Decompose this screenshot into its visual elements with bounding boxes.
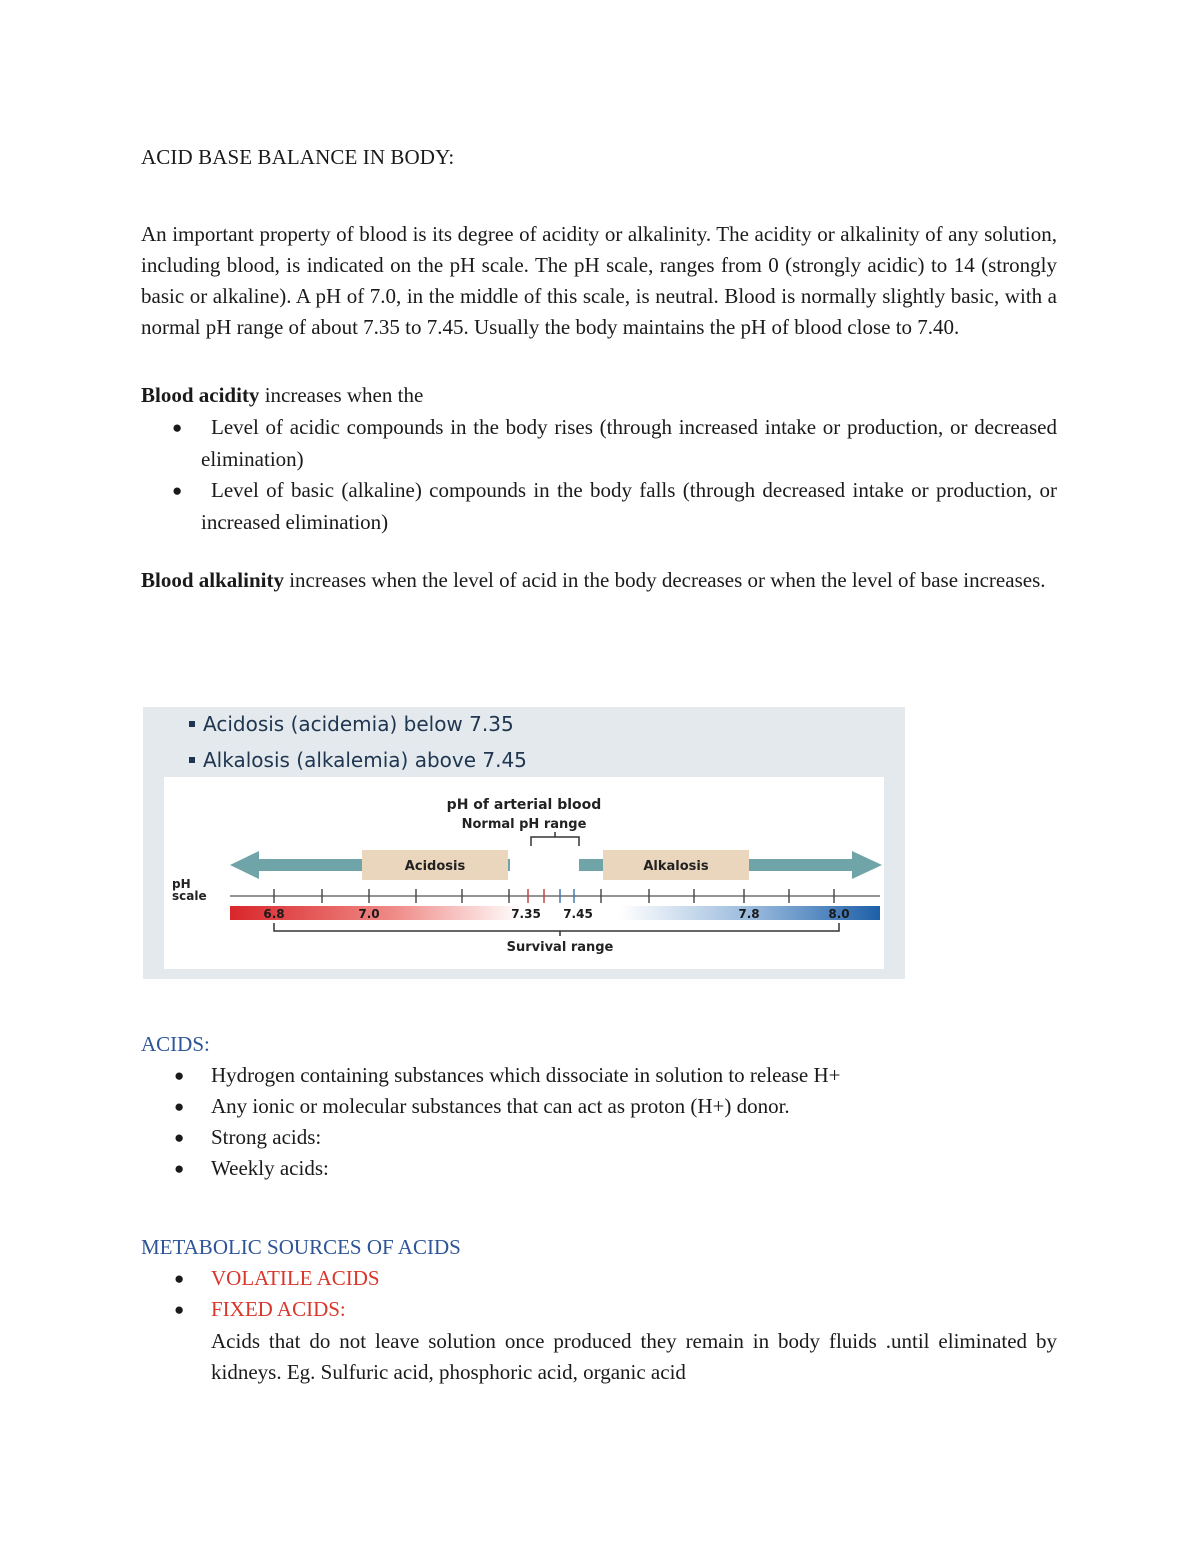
figure-line-alkalosis: Alkalosis (alkalemia) above 7.45: [189, 748, 527, 772]
alkalinity-text: increases when the level of acid in the body decreases or when the level of base increases.: [283, 568, 1046, 592]
list-item: ● Weekly acids:: [141, 1153, 1057, 1184]
acids-heading: ACIDS:: [141, 1032, 210, 1056]
fixed-acids-description: Acids that do not leave solution once produced they remain in body fluids .until eliminated by kidneys. Eg. Sulfuric acid, phosphoric acid, organic acid: [211, 1329, 1057, 1384]
list-item-volatile: ● VOLATILE ACIDS: [141, 1263, 1057, 1294]
axis-label-scale: scale: [172, 889, 207, 903]
metabolic-bullet-list: [141, 1263, 1057, 1325]
ph-color-bar: [230, 906, 880, 920]
tick-label-6-8: 6.8: [263, 907, 285, 921]
alkalinity-bold-label: Blood alkalinity: [141, 568, 284, 592]
survival-range-bracket: [274, 923, 839, 936]
square-bullet-icon: [189, 757, 195, 763]
list-item: ● Level of basic (alkaline) compounds in the body falls (through decreased intake or production, or increased elimination): [141, 475, 1057, 538]
bullet-icon: ●: [174, 1066, 185, 1085]
tick-label-7-8: 7.8: [738, 907, 760, 921]
tick-label-7-45: 7.45: [563, 907, 593, 921]
bullet-icon: ●: [174, 1300, 185, 1319]
page-title: ACID BASE BALANCE IN BODY:: [141, 145, 455, 169]
metabolic-heading: METABOLIC SOURCES OF ACIDS: [141, 1235, 461, 1259]
acids-bullet-list: [141, 1060, 1057, 1184]
acidity-lead-text: increases when the: [259, 383, 424, 407]
bullet-icon: ●: [174, 1097, 185, 1116]
list-item: ● Level of acidic compounds in the body rises (through increased intake or production, or decreased elimination): [141, 412, 1057, 475]
alkalinity-paragraph: [141, 565, 1057, 596]
figure-line-acidosis: Acidosis (acidemia) below 7.35: [189, 712, 514, 736]
tick-label-8-0: 8.0: [828, 907, 850, 921]
normal-range-label: Normal pH range: [461, 817, 587, 832]
axis-label-ph: pH: [172, 877, 191, 891]
normal-range-bracket: [531, 832, 579, 846]
acidity-bold-label: Blood acidity: [141, 383, 260, 407]
list-item: ● Hydrogen containing substances which dissociate in solution to release H+: [141, 1060, 1057, 1091]
acidosis-label: Acidosis: [404, 859, 466, 874]
square-bullet-icon: [189, 721, 195, 727]
bullet-icon: ●: [174, 1159, 185, 1178]
intro-paragraph: An important property of blood is its degree of acidity or alkalinity. The acidity or alkalinity of any solution, including blood, is indicated on the pH scale. The pH scale, ranges from 0 (strongly acidic) to 14 (strongly basic or alkaline). A pH of 7.0, in the middle of this scale, is neutral. Blood is normally slightly basic, with a normal pH range of about 7.35 to 7.45. Usually the body maintains the pH of blood close to 7.40.: [141, 222, 1057, 339]
ph-figure: [143, 707, 905, 979]
bullet-icon: ●: [174, 1269, 185, 1288]
list-item: ● Any ionic or molecular substances that can act as proton (H+) donor.: [141, 1091, 1057, 1122]
bullet-icon: ●: [174, 1128, 185, 1147]
alkalosis-label: Alkalosis: [643, 859, 709, 874]
tick-label-7-35: 7.35: [511, 907, 541, 921]
list-item: ● Strong acids:: [141, 1122, 1057, 1153]
bullet-icon: ●: [172, 418, 183, 437]
survival-range-label: Survival range: [506, 940, 614, 955]
chart-title: pH of arterial blood: [446, 797, 602, 813]
ph-scale-chart: [164, 777, 884, 969]
acidity-bullet-list: [141, 412, 1057, 538]
tick-label-7-0: 7.0: [358, 907, 380, 921]
acidity-lead: [141, 380, 1057, 411]
bullet-icon: ●: [172, 481, 183, 500]
list-item-fixed: ● FIXED ACIDS:: [141, 1294, 1057, 1325]
ph-chart-panel: [164, 777, 884, 969]
